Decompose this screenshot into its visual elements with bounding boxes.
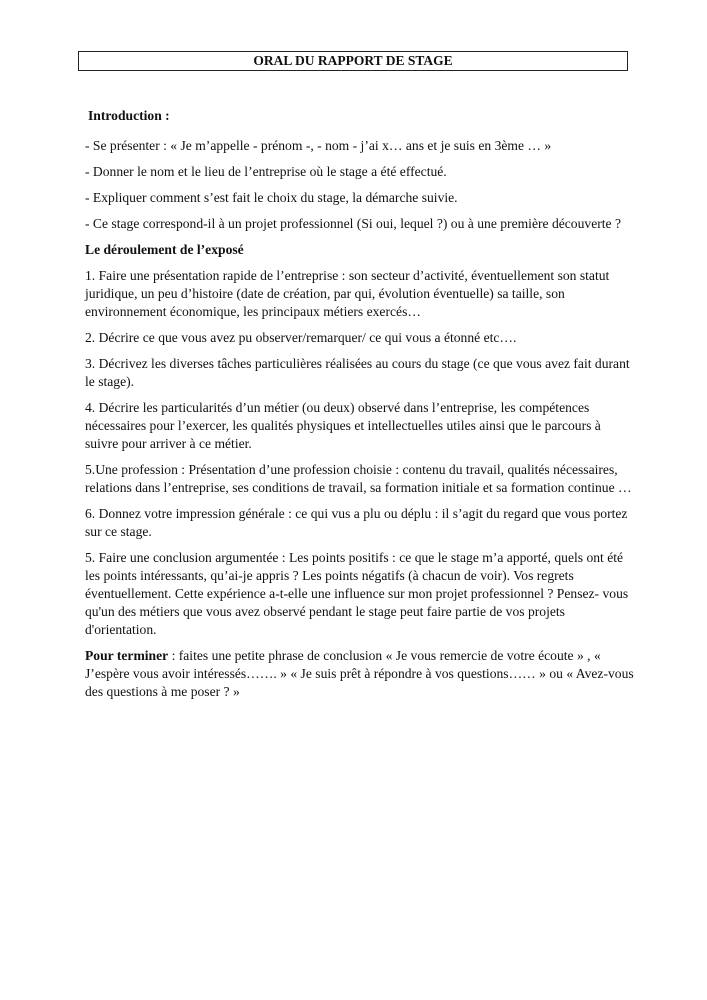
introduction-heading-text: Introduction <box>88 108 162 123</box>
deroulement-item: 3. Décrivez les diverses tâches particulières réalisées au cours du stage (ce que vous avez fait durant le stage). <box>85 356 630 389</box>
introduction-item: - Expliquer comment s’est fait le choix du stage, la démarche suivie. <box>85 190 458 205</box>
conclusion-label: Pour terminer <box>85 648 169 663</box>
introduction-item: - Donner le nom et le lieu de l’entreprise où le stage a été effectué. <box>85 164 447 179</box>
deroulement-item: 2. Décrire ce que vous avez pu observer/remarquer/ ce qui vous a étonné etc…. <box>85 330 517 345</box>
deroulement-item: 5.Une profession : Présentation d’une profession choisie : contenu du travail, qualités nécessaires, relations dans l’entreprise, ses conditions de travail, sa formation initiale et sa formation continue … <box>85 462 632 495</box>
introduction-heading-suffix: : <box>161 108 170 123</box>
deroulement-item: 4. Décrire les particularités d’un métier (ou deux) observé dans l’entreprise, les compétences nécessaires pour l’exercer, les qualités physiques et intellectuelles utiles ainsi que le parcours à suivre pour arriver à ce métier. <box>85 400 601 451</box>
conclusion-text: : faites une petite phrase de conclusion « Je vous remercie de votre écoute » , « J’espère vous avoir intéressés……. » « Je suis prêt à répondre à vos questions…… » ou « Avez-vous des questions à me poser ? » <box>85 648 634 699</box>
deroulement-item: 1. Faire une présentation rapide de l’entreprise : son secteur d’activité, éventuellement son statut juridique, un peu d’histoire (date de création, par qui, évolution éventuelle) sa taille, son environnement économique, les principaux métiers exercés… <box>85 268 610 319</box>
deroulement-heading: Le déroulement de l’exposé <box>85 242 244 257</box>
document-title: ORAL DU RAPPORT DE STAGE <box>78 51 628 71</box>
deroulement-item: 5. Faire une conclusion argumentée : Les points positifs : ce que le stage m’a apporté, quels ont été les points intéressants, qu’ai-je appris ? Les points négatifs (à chacun de voir). Vos regrets éventuellement. Cette expérience a-t-elle une influence sur mon projet professionnel ? Pensez- vous qu'un des métiers que vous avez observé pendant le stage peut faire partie de vos projets d'orientation. <box>85 550 629 637</box>
introduction-heading <box>85 107 635 125</box>
introduction-item: - Se présenter : « Je m’appelle - prénom -, - nom - j’ai x… ans et je suis en 3ème … » <box>85 138 552 153</box>
introduction-item: - Ce stage correspond-il à un projet professionnel (Si oui, lequel ?) ou à une première découverte ? <box>85 216 622 231</box>
deroulement-item: 6. Donnez votre impression générale : ce qui vus a plu ou déplu : il s’agit du regard que vous portez sur ce stage. <box>85 506 628 539</box>
document-body <box>85 107 635 709</box>
conclusion-paragraph <box>85 647 635 701</box>
